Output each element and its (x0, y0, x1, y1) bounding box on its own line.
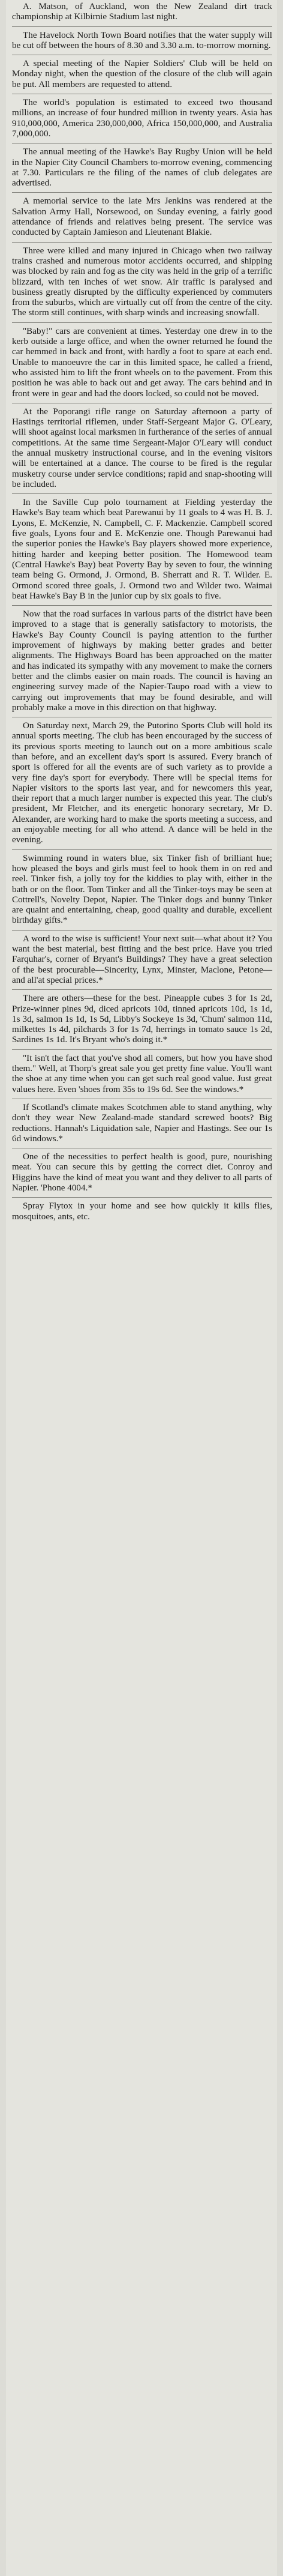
news-item-tinker-fish: Swimming round in waters blue, six Tinker fish of brilliant hue; how pleased the boys and girls must feel to hook them in on red and reel. Tinker fish, a jolly toy for the kiddies to play with, either in the bath or on the floor. Tom Tinker and all the Tinker-toys may be seen at Cottrell's, Novelty Depot, Napier. The Tinker dogs and bunny Tinker are quaint and entertaining, cheap, good quality and durable, excellent birthday gifts.* (12, 852, 272, 926)
column-rule (12, 1197, 272, 1198)
news-item-thorps-sale: "It isn't the fact that you've shod all comers, but how you have shod them." Well, at Thorp's great sale you get pretty fine value. You'll want the shoe at any time when you can get such real good value. Just great values here. Even 'shoes from 35s to 19s 6d. See the windows.* (12, 1052, 272, 1094)
column-rule (12, 605, 272, 606)
news-item-putorino-sports: On Saturday next, March 29, the Putorino Sports Club will hold its annual sports meeting. The club has been encouraged by the success of its previous sports meeting to launch out on a more ambitious scale than before, and an excellent day's sport is assured. Every branch of sport is offered for all the events are of such variety as to provide a very fine day's sport for everybody. There will be special items for Napier visitors to the sports last year, and for newcomers this year, their report that a much larger number is expected this year. The club's president, Mr Fletcher, and its energetic honorary secretary, Mr D. Alexander, are working hard to make the sports meeting a success, and an enjoyable meeting for all who attend. A dance will be held in the evening. (12, 720, 272, 845)
column-rule (12, 849, 272, 850)
news-item-road-improvements: Now that the road surfaces in various parts of the district have been improved to a stage that is generally satisfactory to motorists, the Hawke's Bay County Council is paying attention to the further improvement of highways by making better grades and better alignments. The Highways Board has been approached on the matter and has indicated its sympathy with any movement to make the corners better and the climbs easier on main roads. The council is having an engineering survey made of the Napier-Taupo road with a view to carrying out improvements that may be found desirable, and will probably make a move in this direction on that highway. (12, 609, 272, 713)
news-column (6, 0, 277, 2576)
news-item-water-supply: The Havelock North Town Board notifies that the water supply will be cut off between the hours of 8.30 and 3.30 a.m. to-morrow morning. (12, 29, 272, 50)
news-item-matson: A. Matson, of Auckland, won the New Zealand dirt track championship at Kilbirnie Stadium last night. (12, 1, 272, 22)
column-rule (12, 930, 272, 931)
news-item-hannah-boots: If Scotland's climate makes Scotchmen able to stand anything, why don't they wear New Zealand-made standard screwed boots? Big reductions. Hannah's Liquidation sale, Napier and Hastings. See our 1s 6d windows.* (12, 1102, 272, 1144)
news-item-polo-tournament: In the Saville Cup polo tournament at Fielding yesterday the Hawke's Bay team which beat Parewanui by 11 goals to 4 was H. B. J. Lyons, E. McKenzie, N. Campbell, C. F. Mackenzie. Campbell scored five goals, Lyons four and E. McKenzie one. Though Parewanui had the superior ponies the Hawke's Bay players showed more experience, hitting harder and keeping better position. The Homewood team (Central Hawke's Bay) beat Poverty Bay by seven to four, the winning team being G. Ormond, J. Ormond, B. Sherratt and R. T. Wilder. E. Ormond scored three goals, J. Ormond two and Wilder two. Waimai beat Hawke's Bay B in the junior cup by six goals to five. (12, 497, 272, 601)
news-item-conroy-meat: One of the necessities to perfect health is good, pure, nourishing meat. You can secure this by getting the correct diet. Conroy and Higgins have the kind of meat you want and they deliver to all parts of Napier. 'Phone 4004.* (12, 1151, 272, 1193)
news-item-flytox: Spray Flytox in your home and see how quickly it kills flies, mosquitoes, ants, etc. (12, 1201, 272, 1222)
column-rule (12, 192, 272, 193)
news-item-bryant-groceries: There are others—these for the best. Pineapple cubes 3 for 1s 2d, Prize-winner pines 9d, diced apricots 10d, tinned apricots 10d, 1s 1d, 1s 3d, salmon 1s 1d, 1s 5d, Libby's Sockeye 1s 3d, 'Chum' salmon 11d, milkettes 1s 4d, pilchards 3 for 1s 7d, herrings in tomato sauce 1s 2d, Sardines 1s 1d. It's Bryant who's doing it.* (12, 993, 272, 1045)
column-rule (12, 493, 272, 494)
news-item-rugby-union: The annual meeting of the Hawke's Bay Rugby Union will be held in the Napier City Council Chambers to-morrow evening, commencing at 7.30. Particulars re the filing of the names of club delegates are advertised. (12, 146, 272, 189)
news-item-farquhars-suits: A word to the wise is sufficient! Your next suit—what about it? You want the best material, best fitting and the best price. Have you tried Farquhar's, corner of Bryant's Buildings? They have a great selection of the best procurable—Sincerity, Lynx, Minster, Maclone, Petone—and all'at special prices.* (12, 933, 272, 985)
column-rule (12, 26, 272, 27)
news-item-world-population: The world's population is estimated to exceed two thousand millions, an increase of four hundred million in twenty years. Asia has 910,000,000, America 230,000,000, Africa 150,000,000, and Australia 7,000,000. (12, 97, 272, 139)
column-rule (12, 322, 272, 323)
column-rule (12, 242, 272, 243)
news-item-chicago-blizzard: Three were killed and many injured in Chicago when two railway trains crashed and numerous motor accidents occurred, and shipping was blocked by rain and fog as the city was held in the grip of a terrific blizzard, with ten inches of wet snow. Air traffic is paralysed and business greatly disrupted by the difficulty experienced by commuters from the suburbs, which are virtually cut off from the centre of the city. The storm still continues, with sharp winds and increasing snowfall. (12, 245, 272, 318)
column-rule (12, 989, 272, 990)
news-item-memorial-service: A memorial service to the late Mrs Jenkins was rendered at the Salvation Army Hall, Norsewood, on Sunday evening, a fairly good attendance of friends and relatives being present. The service was conducted by Captain Jamieson and Lieutenant Blakie. (12, 196, 272, 238)
column-rule (12, 1049, 272, 1050)
news-item-rifle-range: At the Poporangi rifle range on Saturday afternoon a party of Hastings territorial riflemen, under Staff-Sergeant Major G. O'Leary, will shoot against local marksmen in furtherance of the series of annual competitions. At the same time Sergeant-Major O'Leary will conduct the annual musketry instructional course, and in the evening visitors will be entertained at a dance. The course to be fired is the regular musketry course under service conditions; rapid and snap-shooting will be included. (12, 406, 272, 489)
news-item-soldiers-club: A special meeting of the Napier Soldiers' Club will be held on Monday night, when the question of the closure of the club will again be put. All members are requested to attend. (12, 58, 272, 89)
news-item-baby-cars: "Baby!" cars are convenient at times. Yesterday one drew in to the kerb outside a large office, and when the owner returned he found the car hemmed in back and front, with hardly a foot to spare at each end. Unable to manoeuvre the car in this limited space, he called a friend, who assisted him to lift the front wheels on to the pavement. From this position he was able to back out and get away. The cars behind and in front were in gear and had the doors locked, so could not be moved. (12, 325, 272, 399)
